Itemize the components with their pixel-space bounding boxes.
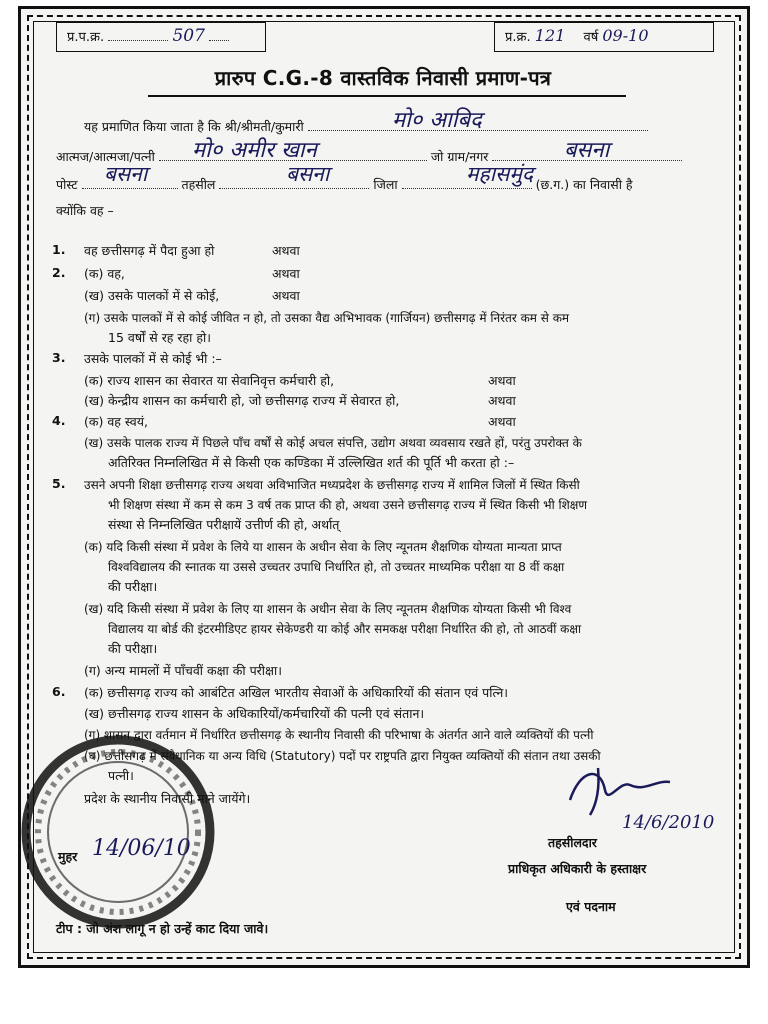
clause-2-num: 2. — [52, 265, 66, 280]
year-value: 09-10 — [602, 26, 649, 45]
tehsil-value: बसना — [286, 162, 330, 186]
signature-scribble — [560, 760, 680, 820]
clause-3-head: उसके पालकों में से कोई भी :– — [84, 351, 222, 366]
clause-1-or: अथवा — [272, 243, 300, 258]
tehsil-label: तहसील — [181, 177, 216, 192]
clause-3a: (क) राज्य शासन का सेवारत या सेवानिवृत्त कर्मचारी हो, — [84, 373, 335, 388]
resident-label: (छ.ग.) का निवासी है — [535, 177, 633, 192]
designation-label: एवं पदनाम — [566, 899, 616, 914]
signatory-title: तहसीलदार — [548, 835, 597, 850]
clause-1-text: वह छत्तीसगढ़ में पैदा हुआ हो — [84, 243, 215, 258]
clause-2c-line2: 15 वर्षों से रह रहा हो। — [108, 330, 211, 345]
district-label: जिला — [373, 177, 398, 192]
clause-5a-line3: की परीक्षा। — [108, 579, 158, 594]
ref-label: प्र.प.क्र. — [67, 30, 105, 45]
intro-label-1: यह प्रमाणित किया जाता है कि श्री/श्रीमती/कुमारी — [84, 119, 304, 134]
post-label: पोस्ट — [56, 177, 78, 192]
clause-2a-or: अथवा — [272, 266, 300, 281]
clause-6d-line1: (घ) छत्तीसगढ़ में संवैधानिक या अन्य विधि (Statutory) पदों पर राष्ट्रपति द्वारा नियुक्त व्यक्तियों की संतान तथा उसकी — [84, 749, 601, 763]
clause-5a-line1: (क) यदि किसी संस्था में प्रवेश के लिये या शासन के अधीन सेवा के लिए न्यूनतम शैक्षणिक योग्यता मान्यता प्राप्त — [84, 540, 562, 554]
page-title: प्रारुप C.G.-8 वास्तविक निवासी प्रमाण-पत्र — [214, 66, 552, 90]
clause-4b-line2: अतिरिक्त निम्नलिखित में से किसी एक कण्डिका में उल्लिखित शर्त की पूर्ति भी करता हो :– — [108, 455, 515, 470]
clause-5b-line3: की परीक्षा। — [108, 641, 158, 656]
case-value: 121 — [534, 26, 566, 45]
clause-3a-or: अथवा — [488, 373, 516, 388]
clause-4a: (क) वह स्वयं, — [84, 414, 148, 429]
clause-5-line1: उसने अपनी शिक्षा छत्तीसगढ़ राज्य अथवा अविभाजित मध्यप्रदेश के छत्तीसगढ़ राज्य में शामिल जिलों में स्थित किसी — [84, 478, 580, 492]
closing-text: प्रदेश के स्थानीय निवासी माने जायेंगे। — [84, 791, 251, 806]
intro-label-2: आत्मज/आत्मजा/पत्नी — [56, 149, 155, 164]
village-value: बसना — [564, 138, 610, 163]
district-value: महासमुंद — [466, 162, 534, 186]
clause-1-num: 1. — [52, 242, 66, 257]
clause-6a: (क) छत्तीसगढ़ राज्य को आबंटित अखिल भारतीय सेवाओं के अधिकारियों की संतान एवं पत्नि। — [84, 685, 509, 700]
clause-5b-line2: विद्यालय या बोर्ड की इंटरमीडिएट हायर सेकेण्डरी या कोई और समकक्ष परीक्षा निर्धारित की हो, तो आठवीं कक्षा — [108, 622, 582, 636]
clause-3b-or: अथवा — [488, 393, 516, 408]
ref-value: 507 — [172, 26, 205, 46]
clause-3b: (ख) केन्द्रीय शासन का कर्मचारी हो, जो छत्तीसगढ़ राज्य में सेवारत हो, — [84, 393, 400, 408]
clause-6c: (ग) शासन द्वारा वर्तमान में निर्धारित छत्तीसगढ़ के स्थानीय निवासी की परिभाषा के अंतर्गत आने वाले व्यक्तियों की पत्नी — [84, 728, 594, 742]
father-value: मो० अमीर खान — [192, 138, 317, 163]
clause-4-num: 4. — [52, 413, 66, 428]
case-number-box — [494, 22, 714, 52]
official-seal — [18, 732, 218, 932]
clause-5a-line2: विश्वविद्यालय की स्नातक या उससे उच्चतर उपाधि निर्धारित हो, तो उच्चतर माध्यमिक परीक्षा या 8 वीं कक्षा — [108, 560, 565, 574]
seal-date: 14/06/10 — [92, 836, 191, 861]
title-underline — [148, 95, 626, 97]
post-value: बसना — [104, 162, 148, 186]
clause-5-line3: संस्था से निम्नलिखित परीक्षायें उत्तीर्ण की हो, अर्थात् — [108, 517, 340, 532]
village-label: जो ग्राम/नगर — [430, 149, 489, 164]
clause-4b-line1: (ख) उसके पालक राज्य में पिछले पाँच वर्षों से कोई अचल संपत्ति, उद्योग अथवा व्यवसाय रखते हों, परंतु उपरोक्त के — [84, 436, 582, 450]
clause-5b-line1: (ख) यदि किसी संस्था में प्रवेश के लिए या शासन के अधीन सेवा के लिए न्यूनतम शैक्षणिक योग्यता किसी भी विश्व — [84, 602, 572, 616]
clause-5-line2: भी शिक्षण संस्था में कम से कम 3 वर्ष तक प्राप्त की हो, अथवा उसने छत्तीसगढ़ राज्य में स्थित किसी भी शिक्षण — [108, 498, 588, 512]
clause-5c: (ग) अन्य मामलों में पाँचवीं कक्षा की परीक्षा। — [84, 663, 282, 678]
clause-2a: (क) वह, — [84, 266, 125, 281]
note-text: टीप : जो अंश लागू न हो उन्हें काट दिया जावे। — [56, 921, 269, 936]
signature-label: प्राधिकृत अधिकारी के हस्ताक्षर — [508, 861, 647, 876]
name-value: मो० आबिद — [392, 108, 482, 133]
clause-6b: (ख) छत्तीसगढ़ राज्य शासन के अधिकारियों/कर्मचारियों की पत्नी एवं संतान। — [84, 706, 425, 721]
clause-5-num: 5. — [52, 476, 66, 491]
case-label: प्र.क्र. — [505, 30, 531, 45]
ref-number-box — [56, 22, 266, 52]
signature-date: 14/6/2010 — [622, 812, 715, 833]
year-label: वर्ष — [583, 30, 599, 45]
clause-2b-or: अथवा — [272, 288, 300, 303]
clause-2c-line1: (ग) उसके पालकों में से कोई जीवित न हो, तो उसका वैद्य अभिभावक (गार्जियन) छत्तीसगढ़ में निरंतर कम से कम — [84, 311, 570, 325]
clause-3-num: 3. — [52, 350, 66, 365]
seal-label: मुहर — [58, 849, 78, 864]
clause-2b: (ख) उसके पालकों में से कोई, — [84, 288, 220, 303]
because-text: क्योंकि वह – — [56, 203, 114, 218]
clause-4a-or: अथवा — [488, 414, 516, 429]
clause-6-num: 6. — [52, 684, 66, 699]
clause-6d-line2: पत्नी। — [108, 768, 134, 783]
